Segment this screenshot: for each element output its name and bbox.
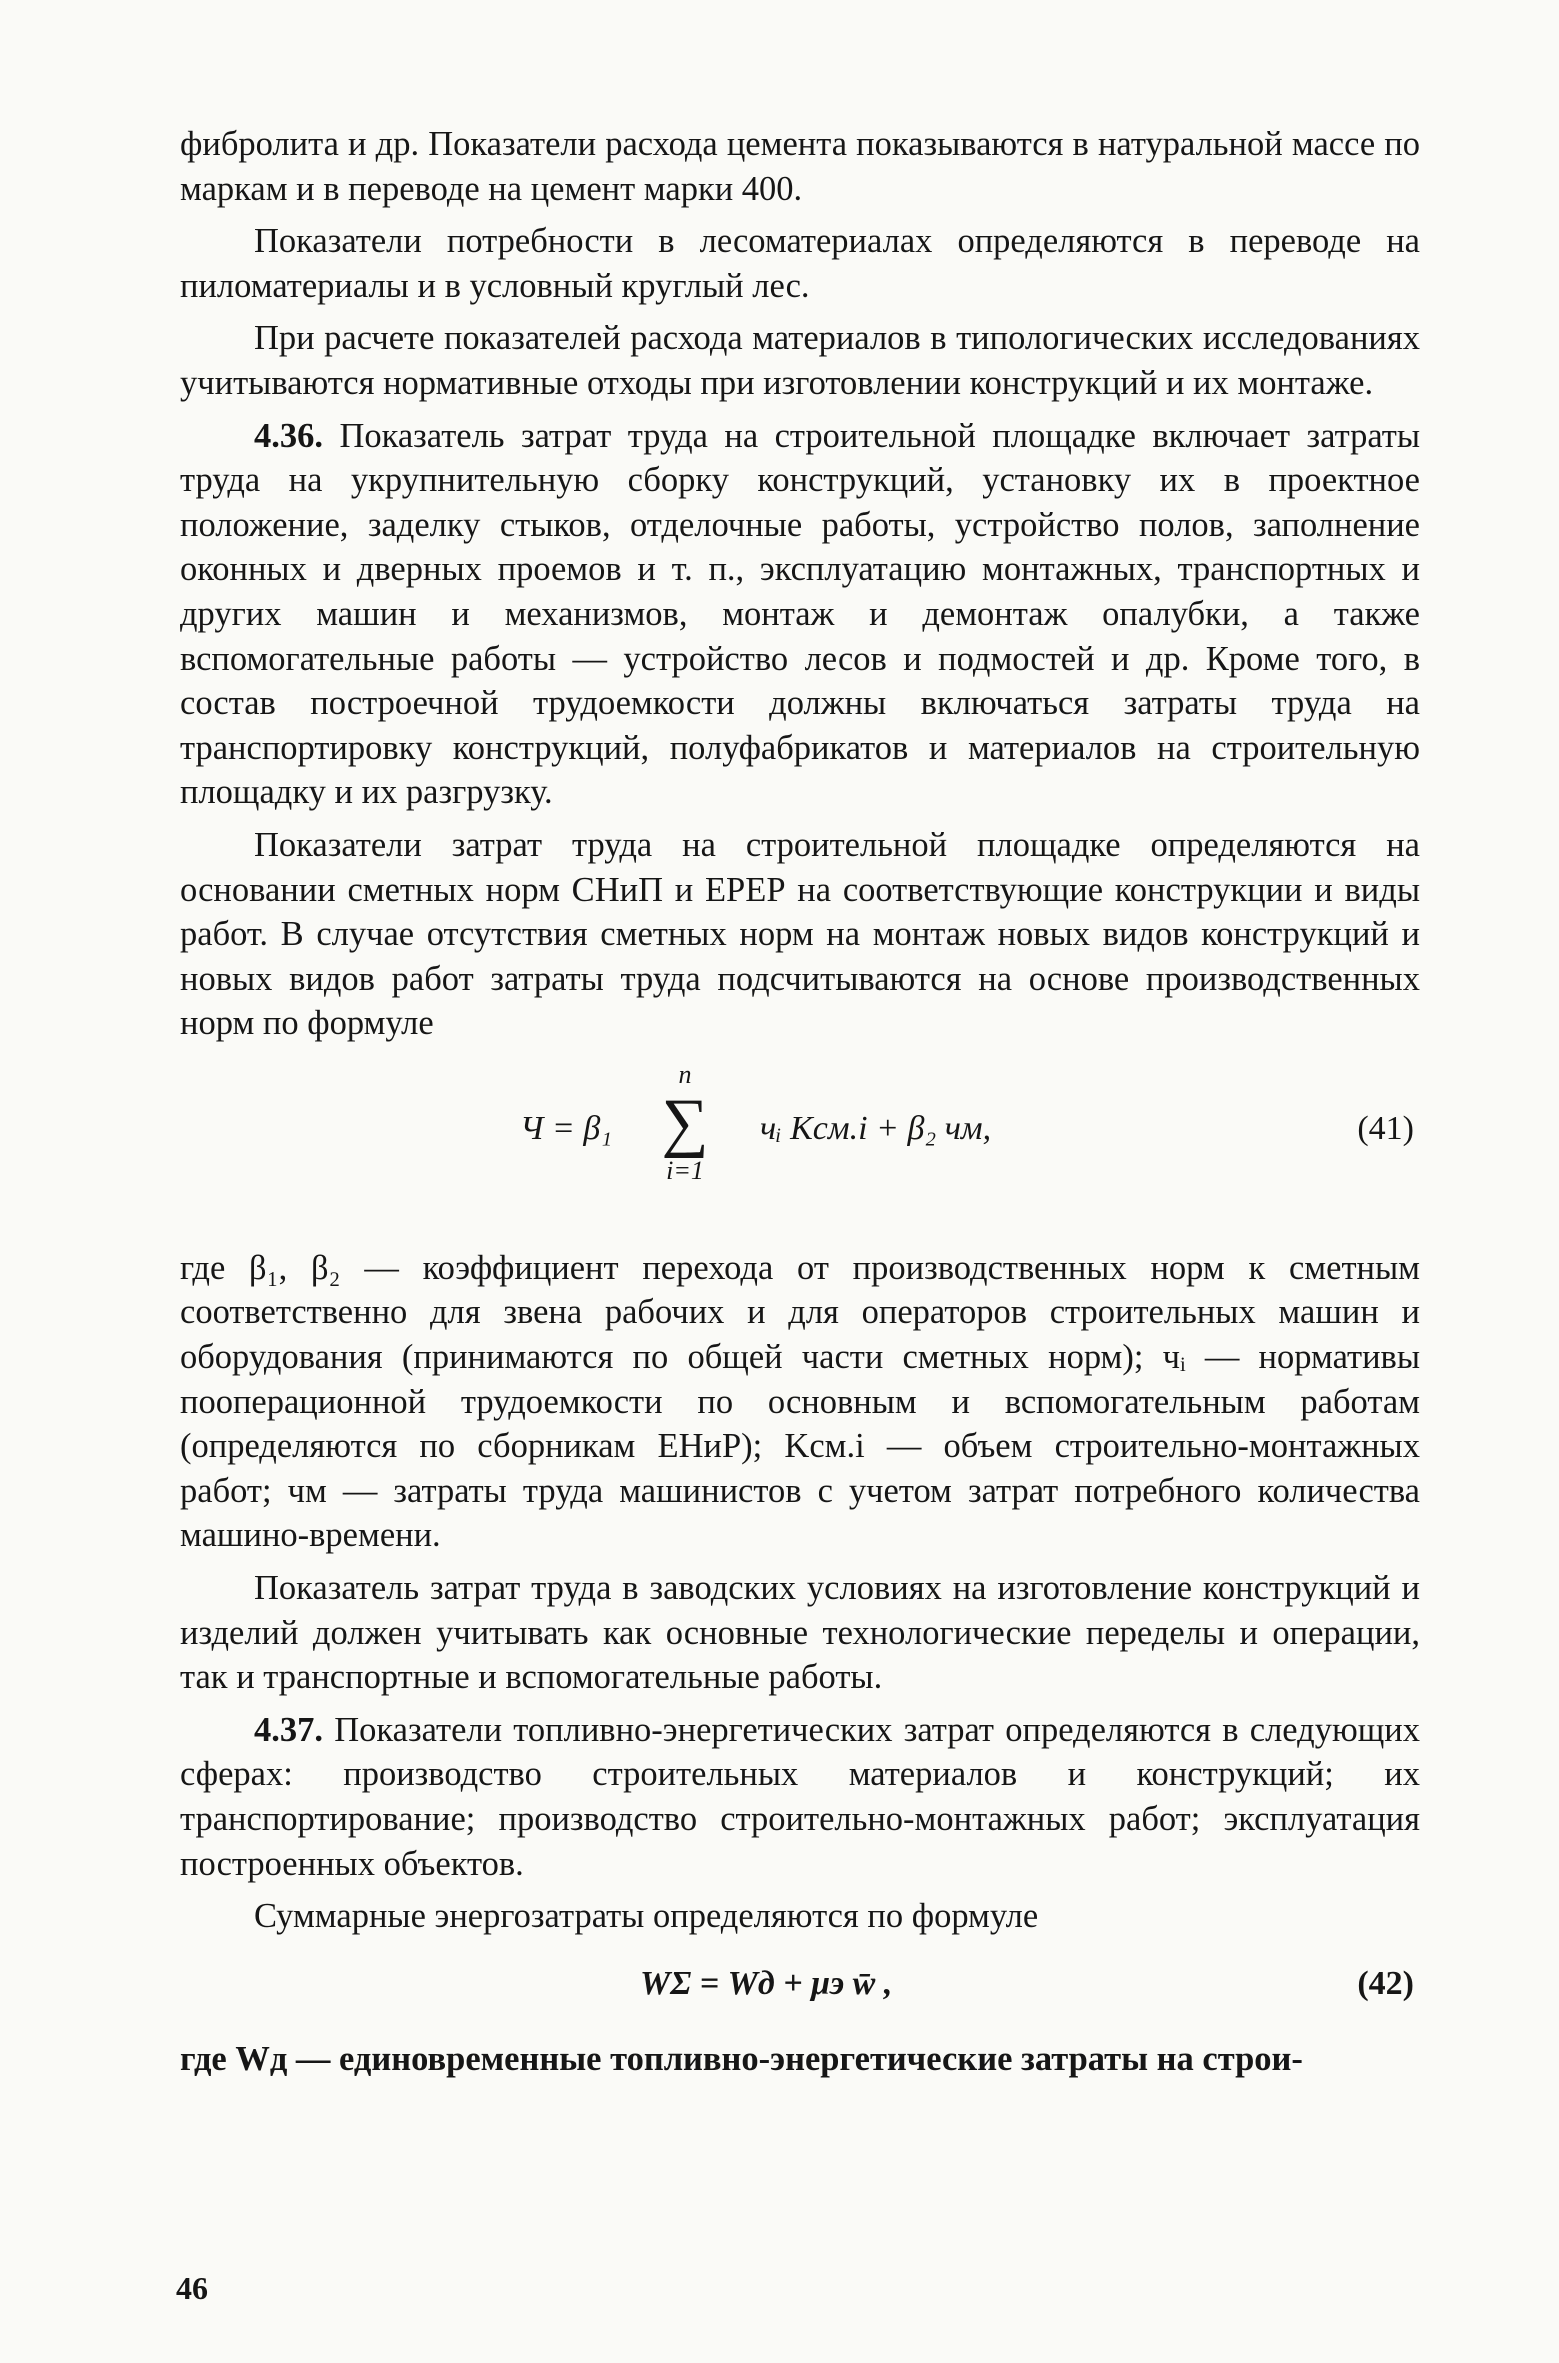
sigma-icon: ∑ [661,1085,709,1159]
sum-symbol [650,1060,720,1186]
paragraph-3: При расчете показателей расхода материалов в типологических исследованиях учитываются нормативные отходы при изготовлении конструкций и их монтаже. [180,319,1420,402]
paragraph-4-36 [180,414,1420,815]
sum-upper-limit: n [678,1059,692,1089]
paragraph-7: Показатель затрат труда в заводских условиях на изготовление конструкций и изделий должен учитывать как основные технологические переделы и операции, так и транспортные и вспомогательные работы. [180,1569,1420,1697]
section-number-4-37: 4.37. [254,1710,323,1749]
formula-42 [180,1951,1420,2031]
page-number: 46 [176,2270,208,2306]
paragraph-9: Суммарные энергозатраты определяются по формуле [254,1897,1039,1936]
formula-42-expression: WΣ = Wд + μэ w̄ , [640,1964,893,2002]
formula-41-lhs: Ч = β₁ [520,1109,613,1147]
paragraph-4-37-text: Показатели топливно-энергетических затрат определяются в следующих сферах: производство строительных материалов и конструкций; их транспортирование; производство строительно-монтажных работ; эксплуатация построенных объектов. [180,1710,1420,1883]
paragraph-2: Показатели потребности в лесоматериалах определяются в переводе на пиломатериалы и в условный круглый лес. [180,222,1420,305]
equation-number-42: (42) [1357,1964,1414,2002]
paragraph-10: где Wд — единовременные топливно-энергетические затраты на строи- [180,2039,1303,2078]
section-number-4-36: 4.36. [254,416,323,455]
equation-number-41: (41) [1357,1109,1414,1147]
formula-41 [180,1060,1420,1240]
page-body [180,122,1420,2081]
paragraph-4-37 [180,1708,1420,1886]
formula-41-rhs: чᵢ Kсм.i + β₂ чм, [760,1109,992,1147]
paragraph-1: фибролита и др. Показатели расхода цемента показываются в натуральной массе по маркам и в переводе на цемент марки 400. [180,125,1420,208]
sum-lower-limit: i=1 [666,1155,704,1185]
paragraph-5: Показатели затрат труда на строительной площадке определяются на основании сметных норм СНиП и ЕРЕР на соответствующие конструкции и виды работ. В случае отсутствия сметных норм на монтаж новых видов конструкций и новых видов работ затраты труда подсчитываются на основе производственных норм по формуле [180,825,1420,1043]
paragraph-6: где β₁, β₂ — коэффициент перехода от производственных норм к сметным соответственно для звена рабочих и для операторов строительных машин и оборудования (принимаются по общей части сметных норм); чᵢ — нормативы пооперационной трудоемкости по основным и вспомогательным работам (определяются по сборникам ЕНиР); Kсм.i — объем строительно-монтажных работ; чм — затраты труда машинистов с учетом затрат потребного количества машино-времени. [180,1248,1420,1555]
paragraph-4-36-text: Показатель затрат труда на строительной площадке включает затраты труда на укрупнительную сборку конструкций, установку их в проектное положение, заделку стыков, отделочные работы, устройство полов, заполнение оконных и дверных проемов и т. п., эксплуатацию монтажных, транспортных и других машин и механизмов, монтаж и демонтаж опалубки, а также вспомогательные работы — устройство лесов и подмостей и др. Кроме того, в состав построечной трудоемкости должны включаться затраты труда на транспортировку конструкций, полуфабрикатов и материалов на строительную площадку и их разгрузку. [180,416,1421,812]
